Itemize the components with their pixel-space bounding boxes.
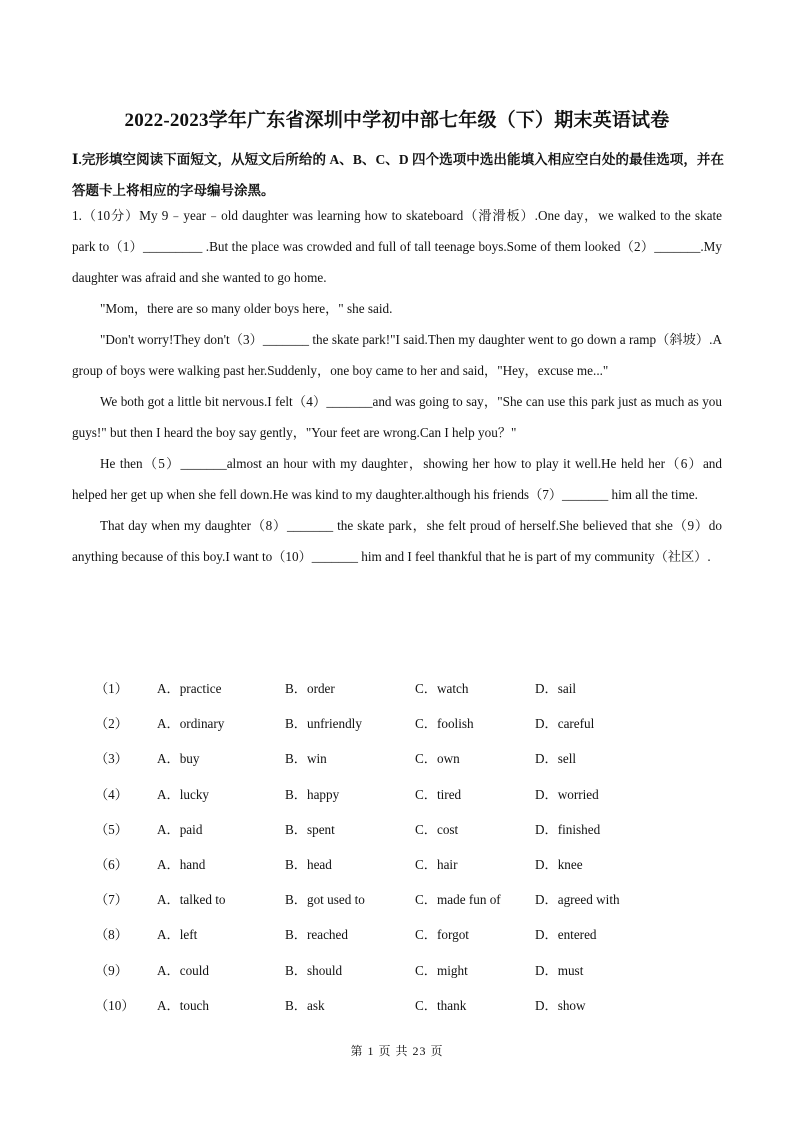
option-c: C．made fun of	[415, 892, 501, 908]
option-b: B．should	[285, 962, 343, 978]
option-d: D．sell	[535, 751, 577, 767]
option-a: A．paid	[157, 821, 203, 837]
question-number: （2）	[95, 716, 128, 732]
passage-paragraph-5: He then（5）_______almost an hour with my daughter，showing her how to play it well.He held her（6）and helped her get up when she fell down.He was kind to my daughter.although his friends（7）_______ him all the time.	[72, 456, 722, 502]
cloze-passage	[72, 200, 722, 572]
question-number: （3）	[95, 751, 128, 767]
option-c: C．forgot	[415, 927, 469, 943]
option-c: C．cost	[415, 821, 459, 837]
passage-paragraph-6: That day when my daughter（8）_______ the skate park，she felt proud of herself.She believed that she（9）do anything because of this boy.I want to（10）_______ him and I feel thankful that he is part of my community（社区）.	[72, 518, 722, 564]
question-number: （6）	[95, 856, 128, 872]
option-a: A．touch	[157, 997, 210, 1013]
option-b: B．ask	[285, 997, 325, 1013]
option-c: C．own	[415, 751, 460, 767]
option-a: A．left	[157, 927, 198, 943]
option-row	[95, 881, 735, 916]
option-b: B．reached	[285, 927, 348, 943]
option-row	[95, 740, 735, 775]
option-d: D．finished	[535, 821, 601, 837]
option-row	[95, 987, 735, 1022]
answer-options	[95, 670, 735, 1022]
option-d: D．show	[535, 997, 586, 1013]
option-b: B．unfriendly	[285, 716, 362, 732]
option-c: C．might	[415, 962, 468, 978]
option-c: C．thank	[415, 997, 467, 1013]
option-d: D．careful	[535, 716, 595, 732]
option-row	[95, 670, 735, 705]
question-number: （4）	[95, 786, 128, 802]
section-heading: Ⅰ.完形填空阅读下面短文，从短文后所给的 A、B、C、D 四个选项中选出能填入相应空白处的最佳选项，并在答题卡上将相应的字母编号涂黑。	[72, 152, 724, 198]
option-d: D．worried	[535, 786, 599, 802]
option-d: D．knee	[535, 856, 583, 872]
option-a: A．ordinary	[157, 716, 225, 732]
page-title: 2022-2023学年广东省深圳中学初中部七年级（下）期末英语试卷	[124, 110, 670, 131]
option-a: A．buy	[157, 751, 200, 767]
option-c: C．foolish	[415, 716, 474, 732]
option-a: A．lucky	[157, 786, 210, 802]
option-row	[95, 811, 735, 846]
passage-paragraph-3: "Don't worry!They don't（3）_______ the skate park!"I said.Then my daughter went to go down a ramp（斜坡）.A group of boys were walking past her.Suddenly，one boy came to her and said，"Hey，excuse me..."	[72, 332, 722, 378]
option-d: D．sail	[535, 681, 577, 696]
option-a: A．hand	[157, 856, 206, 872]
question-number: （7）	[95, 892, 128, 908]
option-b: B．win	[285, 751, 327, 767]
option-a: A．practice	[157, 681, 222, 696]
option-b: B．order	[285, 681, 335, 696]
option-a: A．talked to	[157, 892, 226, 908]
option-c: C．hair	[415, 856, 458, 872]
option-row	[95, 952, 735, 987]
option-d: D．entered	[535, 927, 597, 943]
option-c: C．tired	[415, 786, 462, 802]
option-b: B．happy	[285, 786, 340, 802]
option-d: D．must	[535, 962, 584, 978]
option-d: D．agreed with	[535, 892, 620, 908]
option-b: B．got used to	[285, 892, 365, 908]
passage-paragraph-2: "Mom，there are so many older boys here，" she said.	[100, 301, 393, 316]
option-row	[95, 846, 735, 881]
option-row	[95, 776, 735, 811]
passage-paragraph-1: 1.（10分）My 9﹣year﹣old daughter was learning how to skateboard（滑滑板）.One day，we walked to the skate park to（1）_________ .But the place was crowded and full of tall teenage boys.Some of them looked（2）_______.My daughter was afraid and she wanted to go home.	[72, 208, 722, 285]
question-number: （5）	[95, 821, 128, 837]
page-footer: 第 1 页 共 23 页	[350, 1044, 444, 1058]
option-b: B．spent	[285, 821, 335, 837]
option-b: B．head	[285, 856, 332, 872]
question-number: （8）	[95, 927, 128, 943]
question-number: （1）	[95, 681, 128, 696]
question-number: （10）	[95, 997, 135, 1013]
question-number: （9）	[95, 962, 128, 978]
option-row	[95, 705, 735, 740]
option-row	[95, 916, 735, 951]
option-a: A．could	[157, 962, 210, 978]
passage-paragraph-4: We both got a little bit nervous.I felt（4）_______and was going to say，"She can use this park just as much as you guys!" but then I heard the boy say gently，"Your feet are wrong.Can I help you？"	[72, 394, 722, 440]
option-c: C．watch	[415, 681, 469, 696]
